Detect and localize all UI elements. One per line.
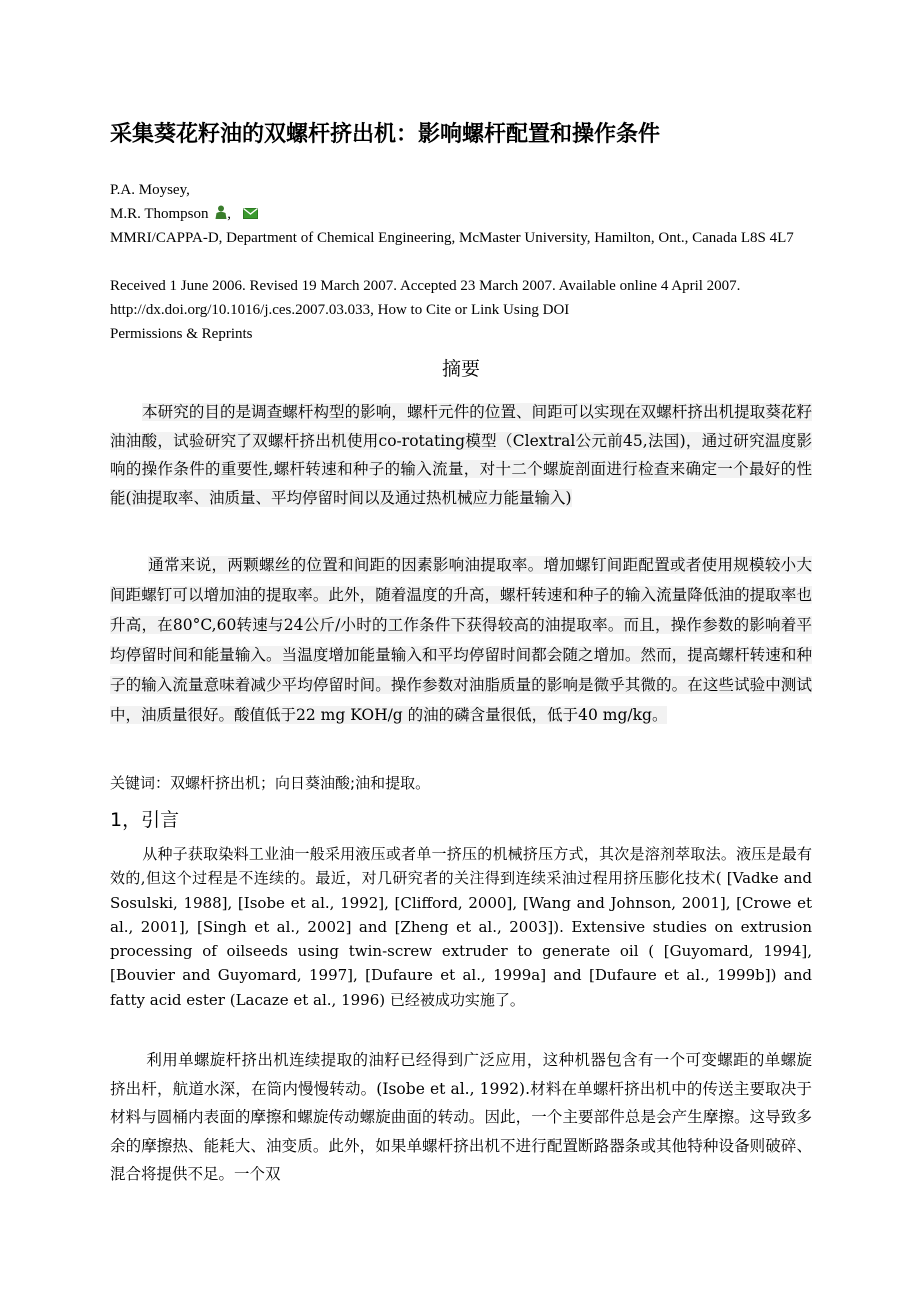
author-moysey: P.A. Moysey, [110,182,190,198]
email-icon[interactable] [243,203,258,227]
abstract-heading: 摘要 [441,358,480,380]
intro-text-2: 利用单螺旋杆挤出机连续提取的油籽已经得到广泛应用，这种机器包含有一个可变螺距的单螺旋挤出杆，航道水深，在筒内慢慢转动。(Isobe et al., 1992).材料在单螺杆挤出机中的传送主要取决于材料与圆桶内表面的摩擦和螺旋传动螺旋曲面的转动。因此，一个主要部件总是会产生摩擦。这导致多余的摩擦热、能耗大、油变质。此外，如果单螺杆挤出机不进行配置断路器条或其他特种设备则破碎、混合将提供不足。一个双 [110,1051,812,1183]
doi-link[interactable]: http://dx.doi.org/10.1016/j.ces.2007.03.033, How to Cite or Link Using DOI [110,302,570,318]
section-1-heading: 1，引言 [110,809,180,831]
keywords-line [110,770,812,796]
person-icon[interactable] [215,203,227,227]
intro-text-1: 从种子获取染料工业油一般采用液压或者单一挤压的机械挤压方式，其次是溶剂萃取法。液压是最有效的,但这个过程是不连续的。最近，对几研究者的关注得到连续采油过程用挤压膨化技术( [Vadke and Sosulski, 1988], [Isobe et al., 1992], [Clifford, 2000], [Wang and Johnson, 2001], [Crowe et al., 2001], [Singh et al., 2002] and [Zheng et al., 2003]). Extensive studies on extrusion processing of oilseeds using twin-screw extruder to generate oil ( [Guyomard, 1994], [Bouvier and Guyomard, 1997], [Dufaure et al., 1999a] and [Dufaure et al., 1999b]) and fatty acid ester (Lacaze et al., 1996) 已经被成功实施了。 [110,845,812,1009]
abstract-text-1: 本研究的目的是调查螺杆构型的影响，螺杆元件的位置、间距可以实现在双螺杆挤出机提取葵花籽油油酸，试验研究了双螺杆挤出机使用co-rotating模型（Clextral公元前45,法国)，通过研究温度影响的操作条件的重要性,螺杆转速和种子的输入流量，对十二个螺旋剖面进行检查来确定一个最好的性能(油提取率、油质量、平均停留时间以及通过热机械应力能量输入) [110,403,812,507]
intro-paragraph-1 [110,842,812,1012]
author-thompson-line [110,202,812,227]
article-dates: Received 1 June 2006. Revised 19 March 2007. Accepted 23 March 2007. Available online 4 April 2007. [110,278,741,294]
paper-title: 采集葵花籽油的双螺杆挤出机：影响螺杆配置和操作条件 [110,122,661,147]
abstract-paragraph-2 [110,550,812,730]
permissions-link[interactable]: Permissions & Reprints [110,326,253,342]
keywords-label: 关键词： [110,774,171,792]
keywords-text: 双螺杆挤出机；向日葵油酸;油和提取。 [170,774,431,792]
author-separator: , [227,206,231,222]
abstract-text-2: 通常来说，两颗螺丝的位置和间距的因素影响油提取率。增加螺钉间距配置或者使用规模较小大间距螺钉可以增加油的提取率。此外，随着温度的升高，螺杆转速和种子的输入流量降低油的提取率也升高，在80°C,60转速与24公斤/小时的工作条件下获得较高的油提取率。而且，操作参数的影响着平均停留时间和能量输入。当温度增加能量输入和平均停留时间都会随之增加。然而，提高螺杆转速和种子的输入流量意味着减少平均停留时间。操作参数对油脂质量的影响是微乎其微的。在这些试验中测试中，油质量很好。酸值低于22 mg KOH/g 的油的磷含量很低，低于40 mg/kg。 [110,556,812,724]
author-thompson[interactable]: M.R. Thompson [110,206,209,222]
abstract-paragraph-1 [110,398,812,512]
intro-paragraph-2 [110,1046,812,1189]
affiliation: MMRI/CAPPA-D, Department of Chemical Engineering, McMaster University, Hamilton, Ont., Canada L8S 4L7 [110,230,794,246]
